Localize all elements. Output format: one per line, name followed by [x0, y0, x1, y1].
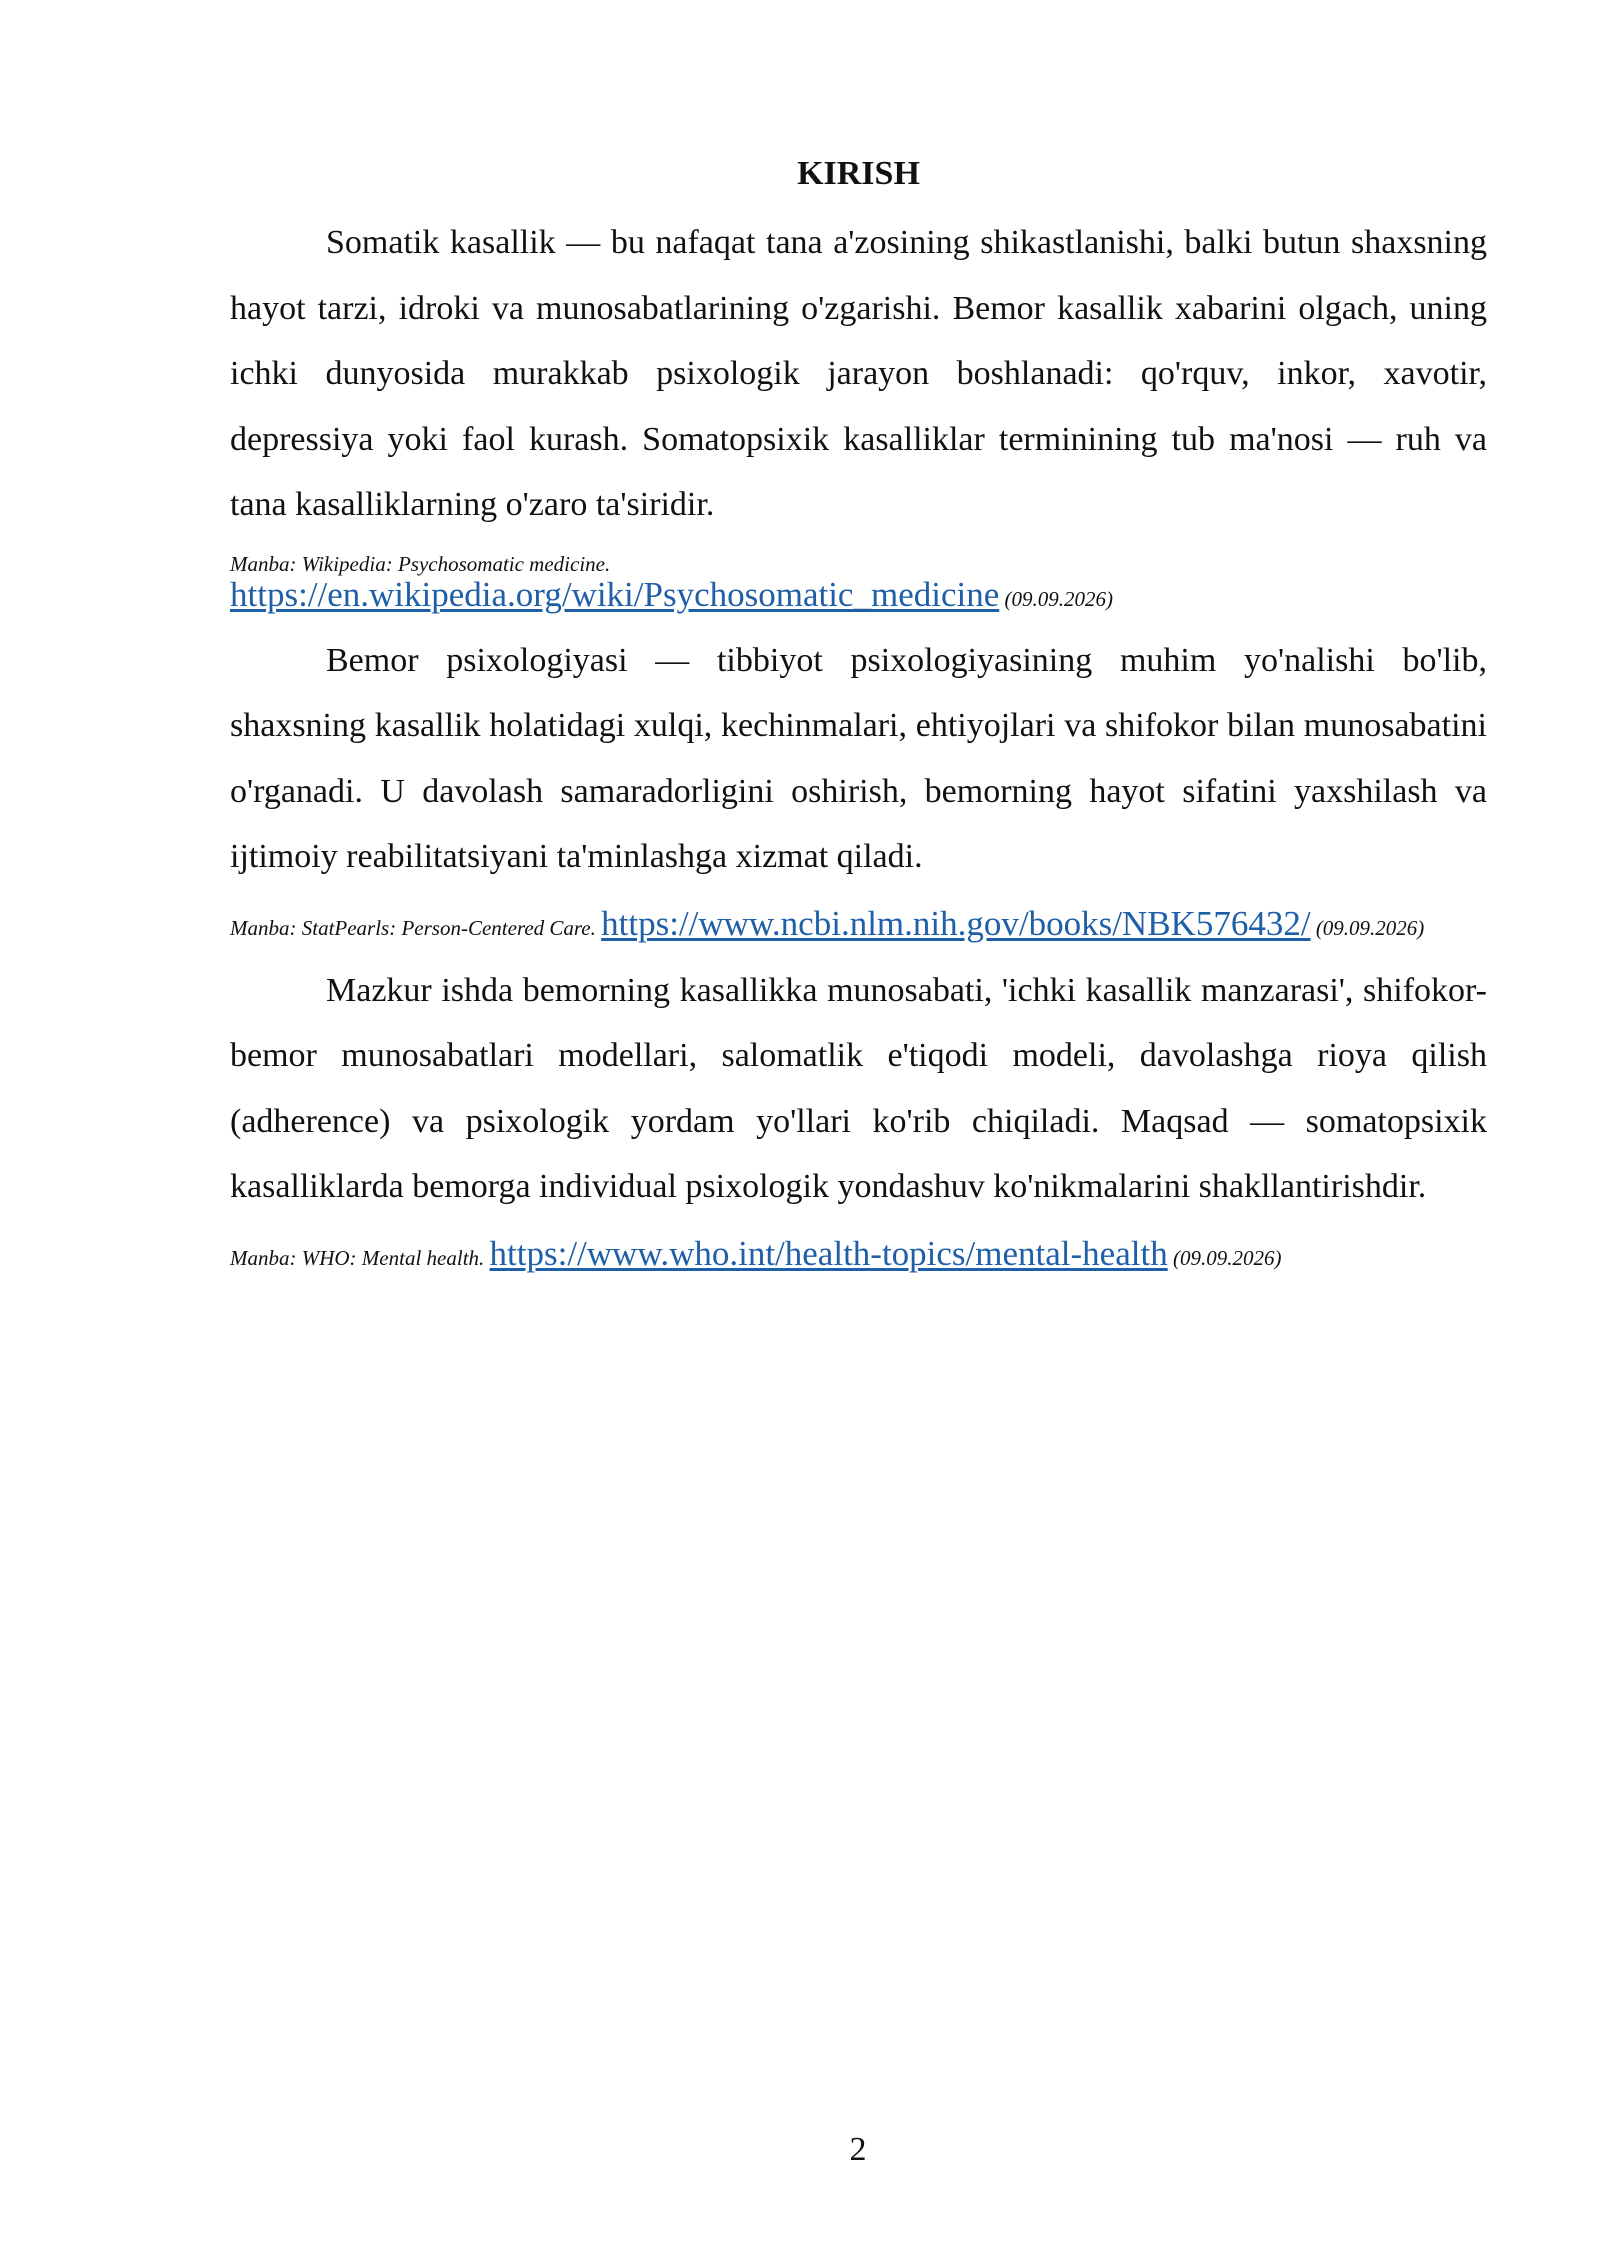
source-date: (09.09.2026): [1172, 1245, 1282, 1270]
page-number: 2: [849, 2131, 867, 2168]
paragraph-2: Bemor psixologiyasi — tibbiyot psixologiyasining muhim yo'nalishi bo'lib, shaxsning kasallik holatidagi xulqi, kechinmalari, ehtiyojlari va shifokor bilan munosabatini o'rganadi. U davolash samaradorligini oshirish, bemorning hayot sifatini yaxshilash va ijtimoiy reabilitatsiyani ta'minlashga xizmat qiladi.: [230, 641, 1487, 875]
source-label: Manba: Wikipedia: Psychosomatic medicine.: [230, 551, 611, 576]
source-note-2: [230, 904, 1487, 944]
paragraph-3: Mazkur ishda bemorning kasallikka munosabati, 'ichki kasallik manzarasi', shifokor-bemor munosabatlari modellari, salomatlik e'tiqodi modeli, davolashga rioya qilish (adherence) va psixologik yordam yo'llari ko'rib chiqiladi. Maqsad — somatopsixik kasalliklarda bemorga individual psixologik yondashuv ko'nikmalarini shakllantirishdir.: [230, 971, 1487, 1205]
source-date: (09.09.2026): [1315, 915, 1425, 940]
source-link[interactable]: https://www.who.int/health-topics/mental-health: [489, 1233, 1168, 1273]
section-title: KIRISH: [797, 155, 920, 192]
source-date: (09.09.2026): [1004, 586, 1113, 611]
source-link[interactable]: https://en.wikipedia.org/wiki/Psychosomatic_medicine: [230, 574, 1000, 614]
paragraph-1: Somatik kasallik — bu nafaqat tana a'zosining shikastlanishi, balki butun shaxsning hayot tarzi, idroki va munosabatlarining o'zgarishi. Bemor kasallik xabarini olgach, uning ichki dunyosida murakkab psixologik jarayon boshlanadi: qo'rquv, inkor, xavotir, depressiya yoki faol kurash. Somatopsixik kasalliklar terminining tub ma'nosi — ruh va tana kasalliklarning o'zaro ta'siridir.: [230, 224, 1487, 523]
source-label: Manba: StatPearls: Person-Centered Care.: [230, 915, 596, 940]
source-label: Manba: WHO: Mental health.: [230, 1245, 485, 1270]
source-note-3: [230, 1234, 1487, 1274]
source-note-1: [230, 552, 1487, 614]
source-link[interactable]: https://www.ncbi.nlm.nih.gov/books/NBK576432/: [601, 903, 1311, 943]
